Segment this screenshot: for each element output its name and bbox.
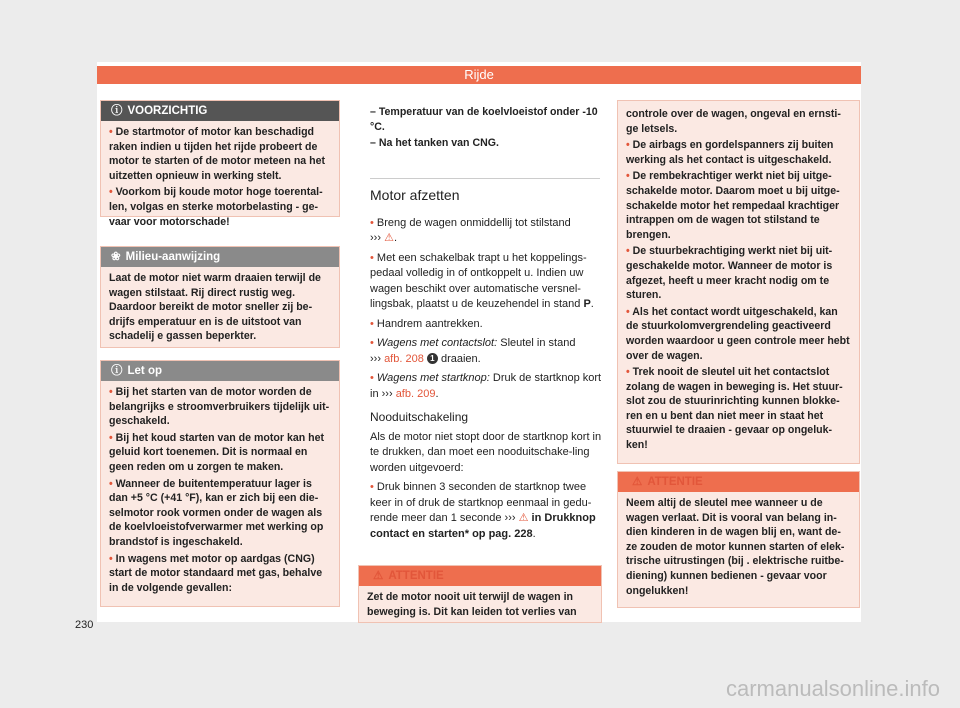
column-2: – Temperatuur van de koelvloeistof onder -10 °C. – Na het tanken van CNG. [370,106,598,150]
warning-icon: ⚠ [632,476,643,488]
attentie-box-2: ⚠ ATTENTIE Zet de motor nooit uit terwijl de wagen in beweging is. Dit kan leiden tot verlies van [358,565,602,623]
info-icon: ⓘ [111,365,123,377]
warning-icon: ⚠ [373,570,384,582]
motor-afzetten-section: Motor afzetten • Breng de wagen onmiddellij tot stilstand ››› ⚠. • Met een schakelbak trapt u het koppelings-pedaal volledig in of ontkoppelt u. Indien uw wagen beschikt over automatische versnel-lingsbak, plaatst u de keuzehendel in stand P. • Handrem aantrekken. • Wagens met contactslot: Sleutel in stand ››› afb. 208 1 draaien. • Wagens met startknop: Druk de startknop kort in ››› afb. 209. Nooduitschakeling Als de motor niet stopt door de startknop kort in te drukken, dan moet een nooduitschake-ling worden uitgevoerd: • Druk binnen 3 seconden de startknop twee keer in of druk de startknop eenmaal in gedu-rende meer dan 1 seconde ››› ⚠ in Drukknop contact en starten* op pag. 228. [370,187,602,540]
attentie-text: Neem altij de sleutel mee wanneer u de wagen verlaat. Dit is vooral van belang in-dien kinderen in de wagen blij en, want de-ze zouden de motor kunnen starten of elek-trische uitrustingen (bij . elektrische ruitbe-diening) kunnen bedienen - gevaar voor ongelukken! [626,497,845,597]
milieu-text: Laat de motor niet warm draaien terwijl de wagen stilstaat. Rij direct rustig weg. Daardoor bereikt de motor sneller zij be-drijfs emperatuur en is de uitstoot van schadelij e gassen beperkter. [109,272,321,343]
dash-item: Na het tanken van CNG. [378,137,499,150]
voorzichtig-box: ⓘ VOORZICHTIG • De startmotor of motor kan beschadigd raken indien u tijden het rijde probeert de motor te starten of de motor meteen na het uitzetten opnieuw in werking stelt. • Voorkom bij koude motor hoge toerental-len, volgas en sterke motorbelasting - ge-vaar voor motorschade! [100,100,340,217]
attentie-box-3: ⚠ ATTENTIE Neem altij de sleutel mee wanneer u de wagen verlaat. Dit is vooral van belang in-dien kinderen in de wagen blij en, want de-ze zouden de motor kunnen starten of elek-trische uitrustingen (bij . elektrische ruitbe-diening) kunnen bedienen - gevaar voor ongelukken! [617,471,860,608]
figure-link-208[interactable]: afb. 208 [384,352,424,365]
page-number: 230 [75,619,94,631]
page-reference-link[interactable]: in Drukknop contact en starten* op pag. 228 [370,512,596,540]
divider [370,178,600,179]
continued-text: controle over de wagen, ongeval en ernsti-ge letsels. [626,108,841,135]
voorzichtig-item: Voorkom bij koude motor hoge toerental-len, volgas en sterke motorbelasting - ge-vaar voor motorschade! [109,186,323,228]
letop-box: ⓘ Let op • Bij het starten van de motor worden de belangrijks e stroomverbruikers tijdelijk uit-geschakeld. • Bij het koud starten van de motor kan het geluid kort toenemen. Dit is normaal en geen reden om u zorgen te maken. • Wanneer de buitentemperatuur lager is dan +5 °C (+41 °F), kan er zich bij een die-selmotor rook vormen onder de wagen als de koelvloeistofverwarmer met werking op brandstof is ingeschakeld. • In wagens met motor op aardgas (CNG) start de motor standaard met gas, behalve in de volgende gevallen: [100,360,340,607]
figure-link-209[interactable]: afb. 209 [395,387,436,400]
milieu-title: Milieu-aanwijzing [125,251,221,263]
callout-number: 1 [427,353,438,364]
warning-triangle-icon: ⚠ [518,512,529,524]
warning-triangle-icon: ⚠ [384,232,394,244]
info-circle-icon: ⓘ [111,105,123,117]
letop-item: In wagens met motor op aardgas (CNG) start de motor standaard met gas, behalve in de volgende gevallen: [109,552,323,594]
page-header: Rijde [97,66,861,84]
letop-item: Bij het koud starten van de motor kan het geluid kort toenemen. Dit is normaal en geen reden om u zorgen te maken. [109,431,325,473]
voorzichtig-item: De startmotor of motor kan beschadigd raken indien u tijden het rijde probeert de motor te starten of de motor meteen na het uitzetten opnieuw in werking stelt. [109,126,326,182]
attentie-continued-box: controle over de wagen, ongeval en ernsti-ge letsels. • De airbags en gordelspanners zij buiten werking als het contact is uitgeschakeld. • De rembekrachtiger werkt niet bij uitge-schakelde motor. Daarom moet u bij uitge-schakelde motor het rempedaal krachtiger intrappen om de wagen tot stilstand te brengen. • De stuurbekrachtiging werkt niet bij uit-geschakelde motor. Wanneer de motor is afgezet, heeft u meer kracht nodig om te sturen. • Als het contact wordt uitgeschakeld, kan de stuurkolomvergrendeling geactiveerd worden waardoor u geen controle meer hebt over de wagen. • Trek nooit de sleutel uit het contactslot zolang de wagen in beweging is. Het stuur-slot zou de stuurinrichting kunnen blokke-ren en u bent dan niet meer in staat het stuurwiel te draaien - gevaar op ongeluk-ken! [617,100,860,464]
letop-title: Let op [127,365,162,377]
subsection-title: Nooduitschakeling [370,410,469,424]
milieu-box [100,246,340,348]
attentie-text: Zet de motor nooit uit terwijl de wagen in beweging is. Dit kan leiden tot verlies van [367,591,577,618]
leaf-icon: ❀ [111,251,121,263]
section-title: Motor afzetten [370,187,460,203]
letop-item: Wanneer de buitentemperatuur lager is dan +5 °C (+41 °F), kan er zich bij een die-selmotor rook vormen onder de wagen als de koelvloeistofverwarmer met werking op brandstof is ingeschakeld. [109,477,324,548]
voorzichtig-title: VOORZICHTIG [127,105,208,117]
watermark: carmanualsonline.info [725,676,940,701]
dash-item: Temperatuur van de koelvloeistof onder -10 °C. [370,106,598,133]
letop-item: Bij het starten van de motor worden de belangrijks e stroomverbruikers tijdelijk uit-geschakeld. [109,386,330,428]
